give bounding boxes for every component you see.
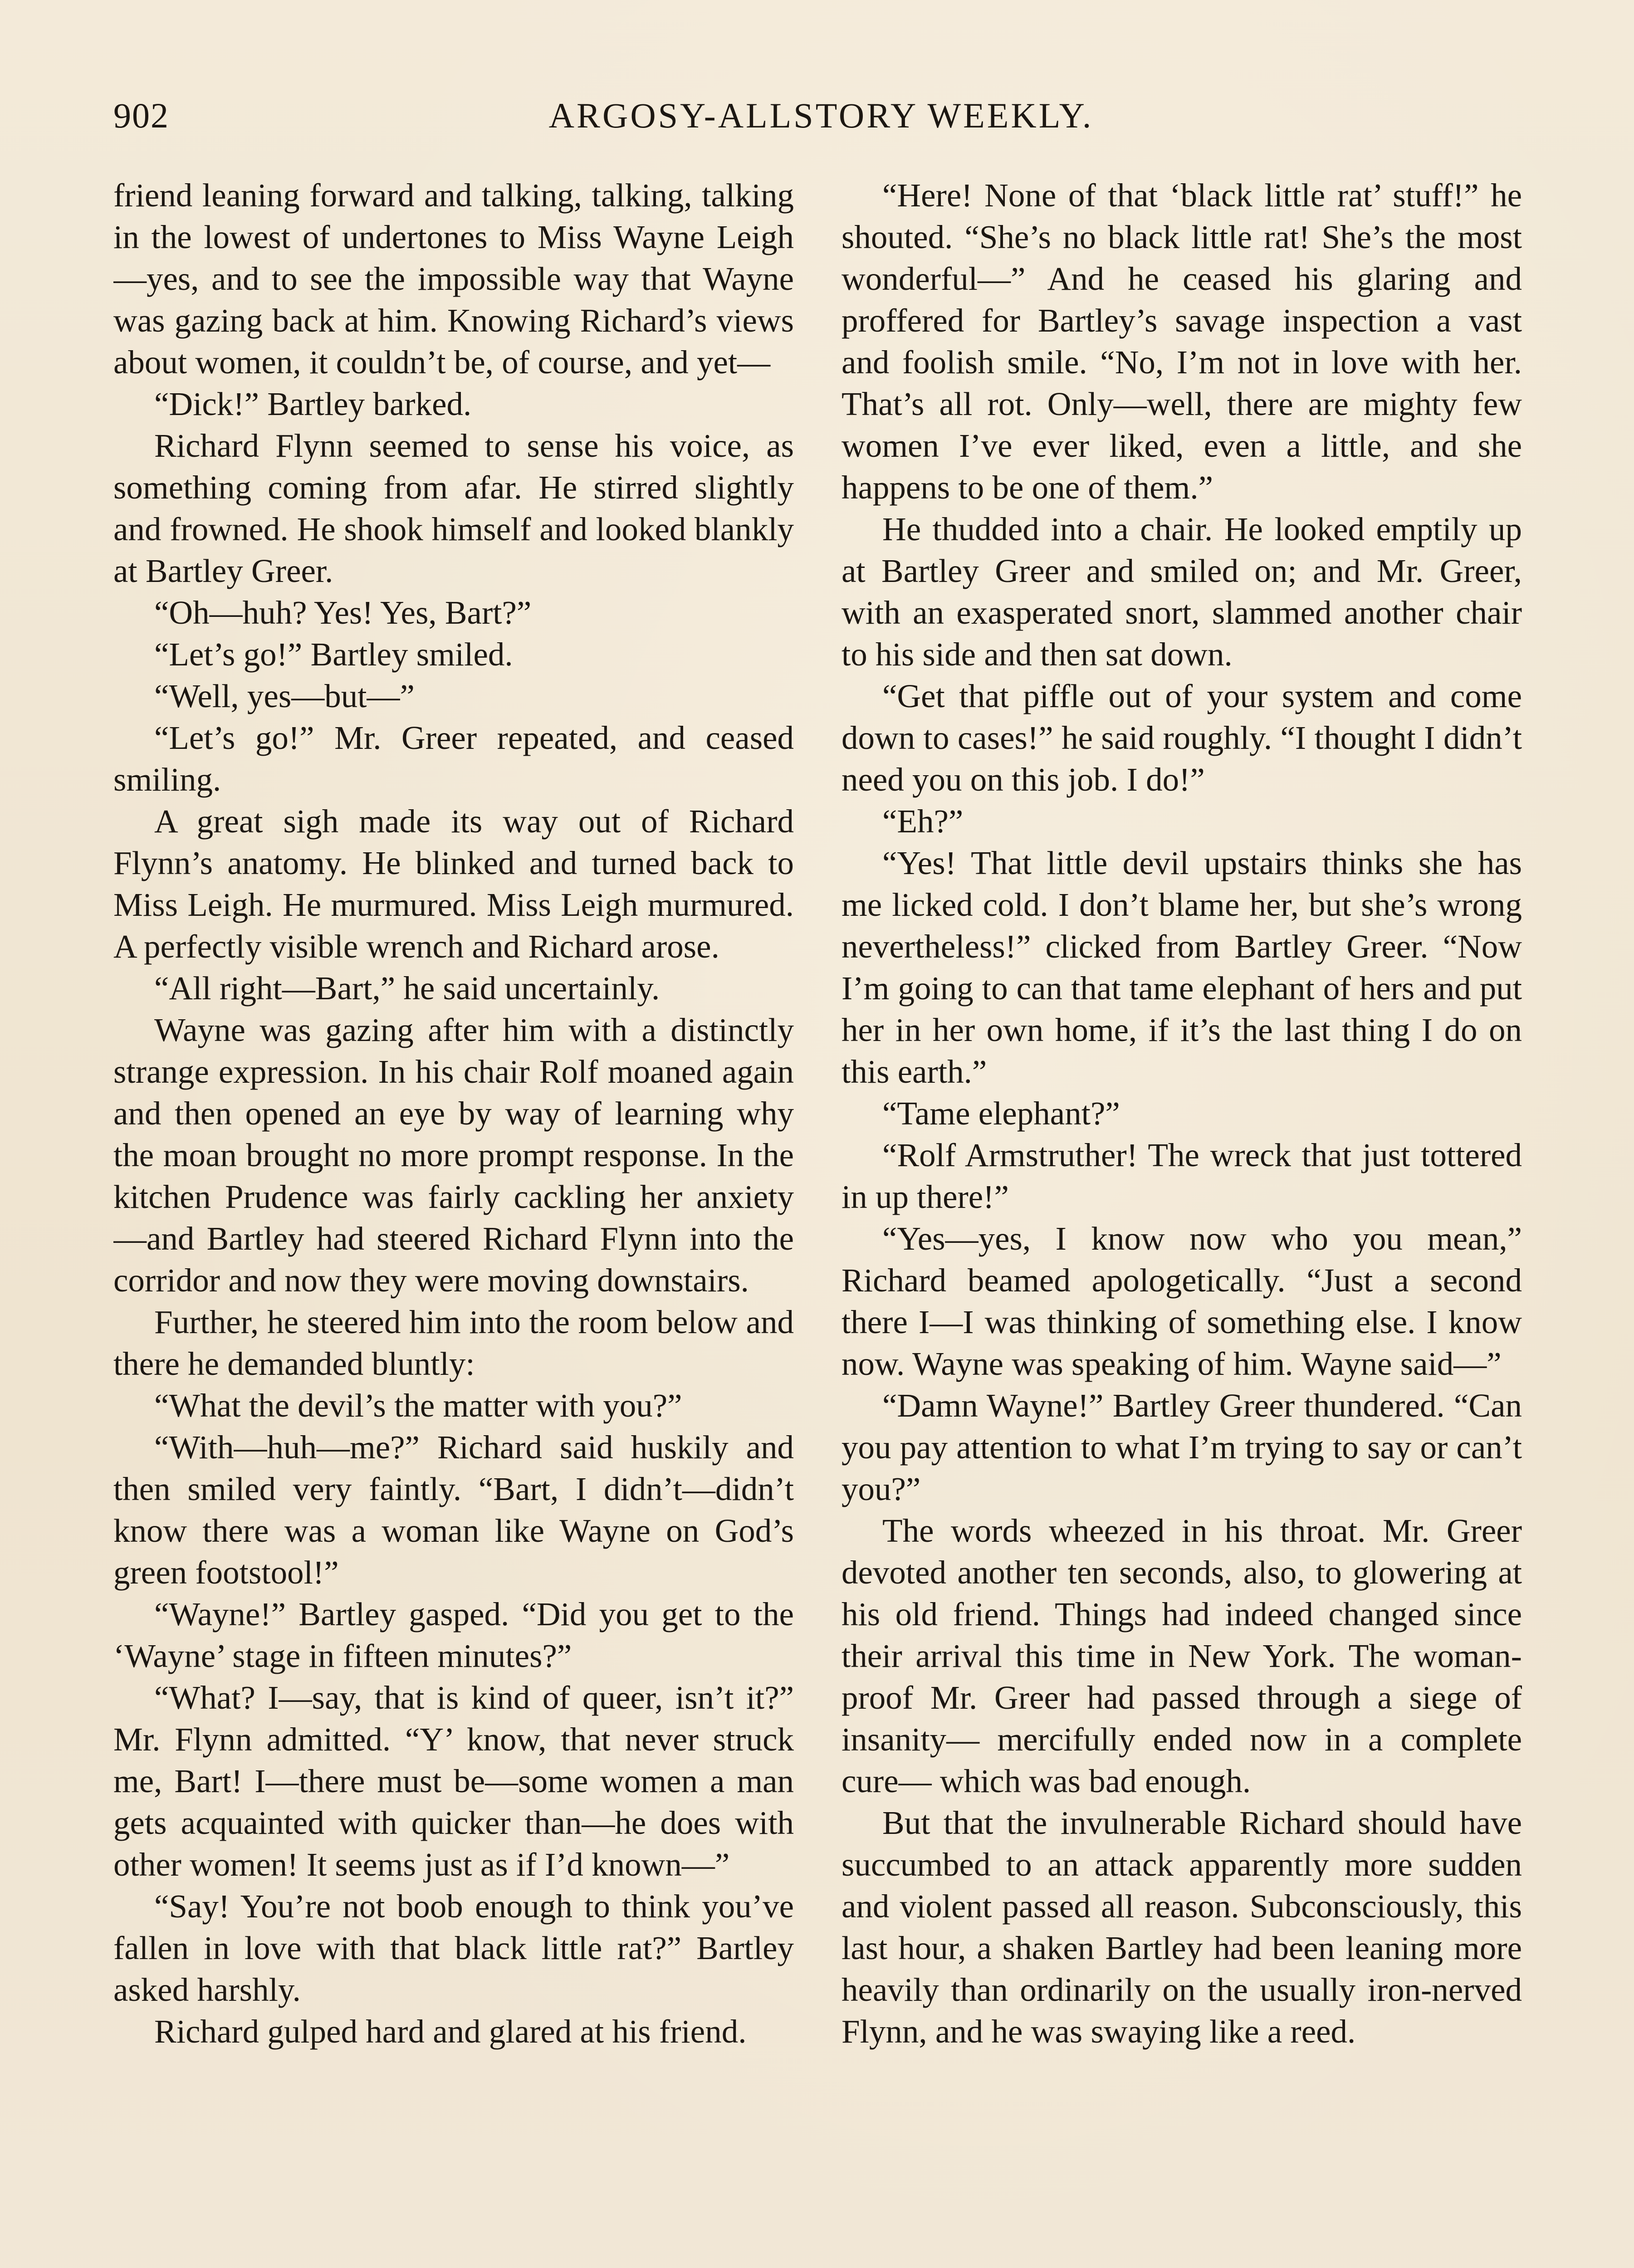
paragraph: “Wayne!” Bartley gasped. “Did you get to the ‘Wayne’ stage in fifteen minutes?” (113, 1596, 794, 1674)
paragraph: “What? I—say, that is kind of queer, isn’t it?” Mr. Flynn admitted. “Y’ know, that never struck me, Bart! I—there must be—some women a man gets acquainted with quicker than—he does with other women! It seems just as if I’d known—” (113, 1679, 794, 1883)
paragraph: “Well, yes—but—” (154, 678, 415, 714)
left-column (113, 175, 794, 2268)
paragraph: “Dick!” Bartley barked. (154, 386, 472, 422)
paragraph: “Oh—huh? Yes! Yes, Bart?” (154, 594, 532, 631)
paragraph: “Get that piffle out of your system and come down to cases!” he said roughly. “I thought I didn’t need you on this job. I do!” (841, 678, 1522, 798)
paragraph: He thudded into a chair. He looked emptily up at Bartley Greer and smiled on; and Mr. Greer, with an exasperated snort, slammed another chair to his side and then sat down. (841, 511, 1522, 673)
paragraph: Further, he steered him into the room below and there he demanded bluntly: (113, 1304, 794, 1382)
running-head: ARGOSY-ALLSTORY WEEKLY. (548, 96, 1094, 135)
paragraph: “Damn Wayne!” Bartley Greer thundered. “Can you pay attention to what I’m trying to say or can’t you?” (841, 1387, 1522, 1507)
paragraph: The words wheezed in his throat. Mr. Greer devoted another ten seconds, also, to glowering at his old friend. Things had indeed changed since their arrival this time in New York. The woman-proof Mr. Greer had passed through a siege of insanity— mercifully ended now in a complete cure— which was bad enough. (841, 1512, 1522, 1799)
paragraph: Wayne was gazing after him with a distinctly strange expression. In his chair Rolf moaned again and then opened an eye by way of learning why the moan brought no more prompt response. In the kitchen Prudence was fairly cackling her anxiety —and Bartley had steered Richard Flynn into the corridor and now they were moving downstairs. (113, 1012, 794, 1299)
page-number: 902 (113, 96, 169, 135)
page-header (113, 95, 1529, 159)
paragraph: “Rolf Armstruther! The wreck that just tottered in up there!” (841, 1137, 1522, 1215)
paragraph: “Here! None of that ‘black little rat’ stuff!” he shouted. “She’s no black little rat! She’s the most wonderful—” And he ceased his glaring and proffered for Bartley’s savage inspection a vast and foolish smile. “No, I’m not in love with her. That’s all rot. Only—well, there are mighty few women I’ve ever liked, even a little, and she happens to be one of them.” (841, 177, 1522, 506)
paragraph: “With—huh—me?” Richard said huskily and then smiled very faintly. “Bart, I didn’t—didn’t know there was a woman like Wayne on God’s green footstool!” (113, 1429, 794, 1591)
paragraph: “Tame elephant?” (882, 1095, 1120, 1132)
paragraph: “Yes—yes, I know now who you mean,” Richard beamed apologetically. “Just a second there I—I was thinking of something else. I know now. Wayne was speaking of him. Wayne said—” (841, 1220, 1522, 1382)
right-column (841, 175, 1522, 2268)
paragraph: “Let’s go!” Bartley smiled. (154, 636, 513, 673)
paragraph: “What the devil’s the matter with you?” (154, 1387, 682, 1424)
paragraph: “Let’s go!” Mr. Greer repeated, and ceased smiling. (113, 719, 794, 798)
paragraph: “Say! You’re not boob enough to think you’ve fallen in love with that black little rat?” Bartley asked harshly. (113, 1888, 794, 2008)
paragraph: A great sigh made its way out of Richard Flynn’s anatomy. He blinked and turned back to Miss Leigh. He murmured. Miss Leigh murmured. A perfectly visible wrench and Richard arose. (113, 803, 794, 965)
paragraph: “Eh?” (882, 803, 964, 840)
paragraph: “Yes! That little devil upstairs thinks she has me licked cold. I don’t blame her, but she’s wrong nevertheless!” clicked from Bartley Greer. “Now I’m going to can that tame elephant of hers and put her in her own home, if it’s the last thing I do on this earth.” (841, 845, 1522, 1090)
paragraph: friend leaning forward and talking, talking, talking in the lowest of undertones to Miss Wayne Leigh—yes, and to see the impossible way that Wayne was gazing back at him. Knowing Richard’s views about women, it couldn’t be, of course, and yet— (113, 177, 794, 381)
paragraph: “All right—Bart,” he said uncertainly. (154, 970, 660, 1007)
paragraph: But that the invulnerable Richard should have succumbed to an attack apparently more sudden and violent passed all reason. Subconsciously, this last hour, a shaken Bartley had been leaning more heavily than ordinarily on the usually iron-nerved Flynn, and he was swaying like a reed. (841, 1804, 1522, 2050)
paragraph: Richard gulped hard and glared at his friend. (154, 2013, 747, 2050)
paragraph: Richard Flynn seemed to sense his voice, as something coming from afar. He stirred slightly and frowned. He shook himself and looked blankly at Bartley Greer. (113, 427, 794, 589)
